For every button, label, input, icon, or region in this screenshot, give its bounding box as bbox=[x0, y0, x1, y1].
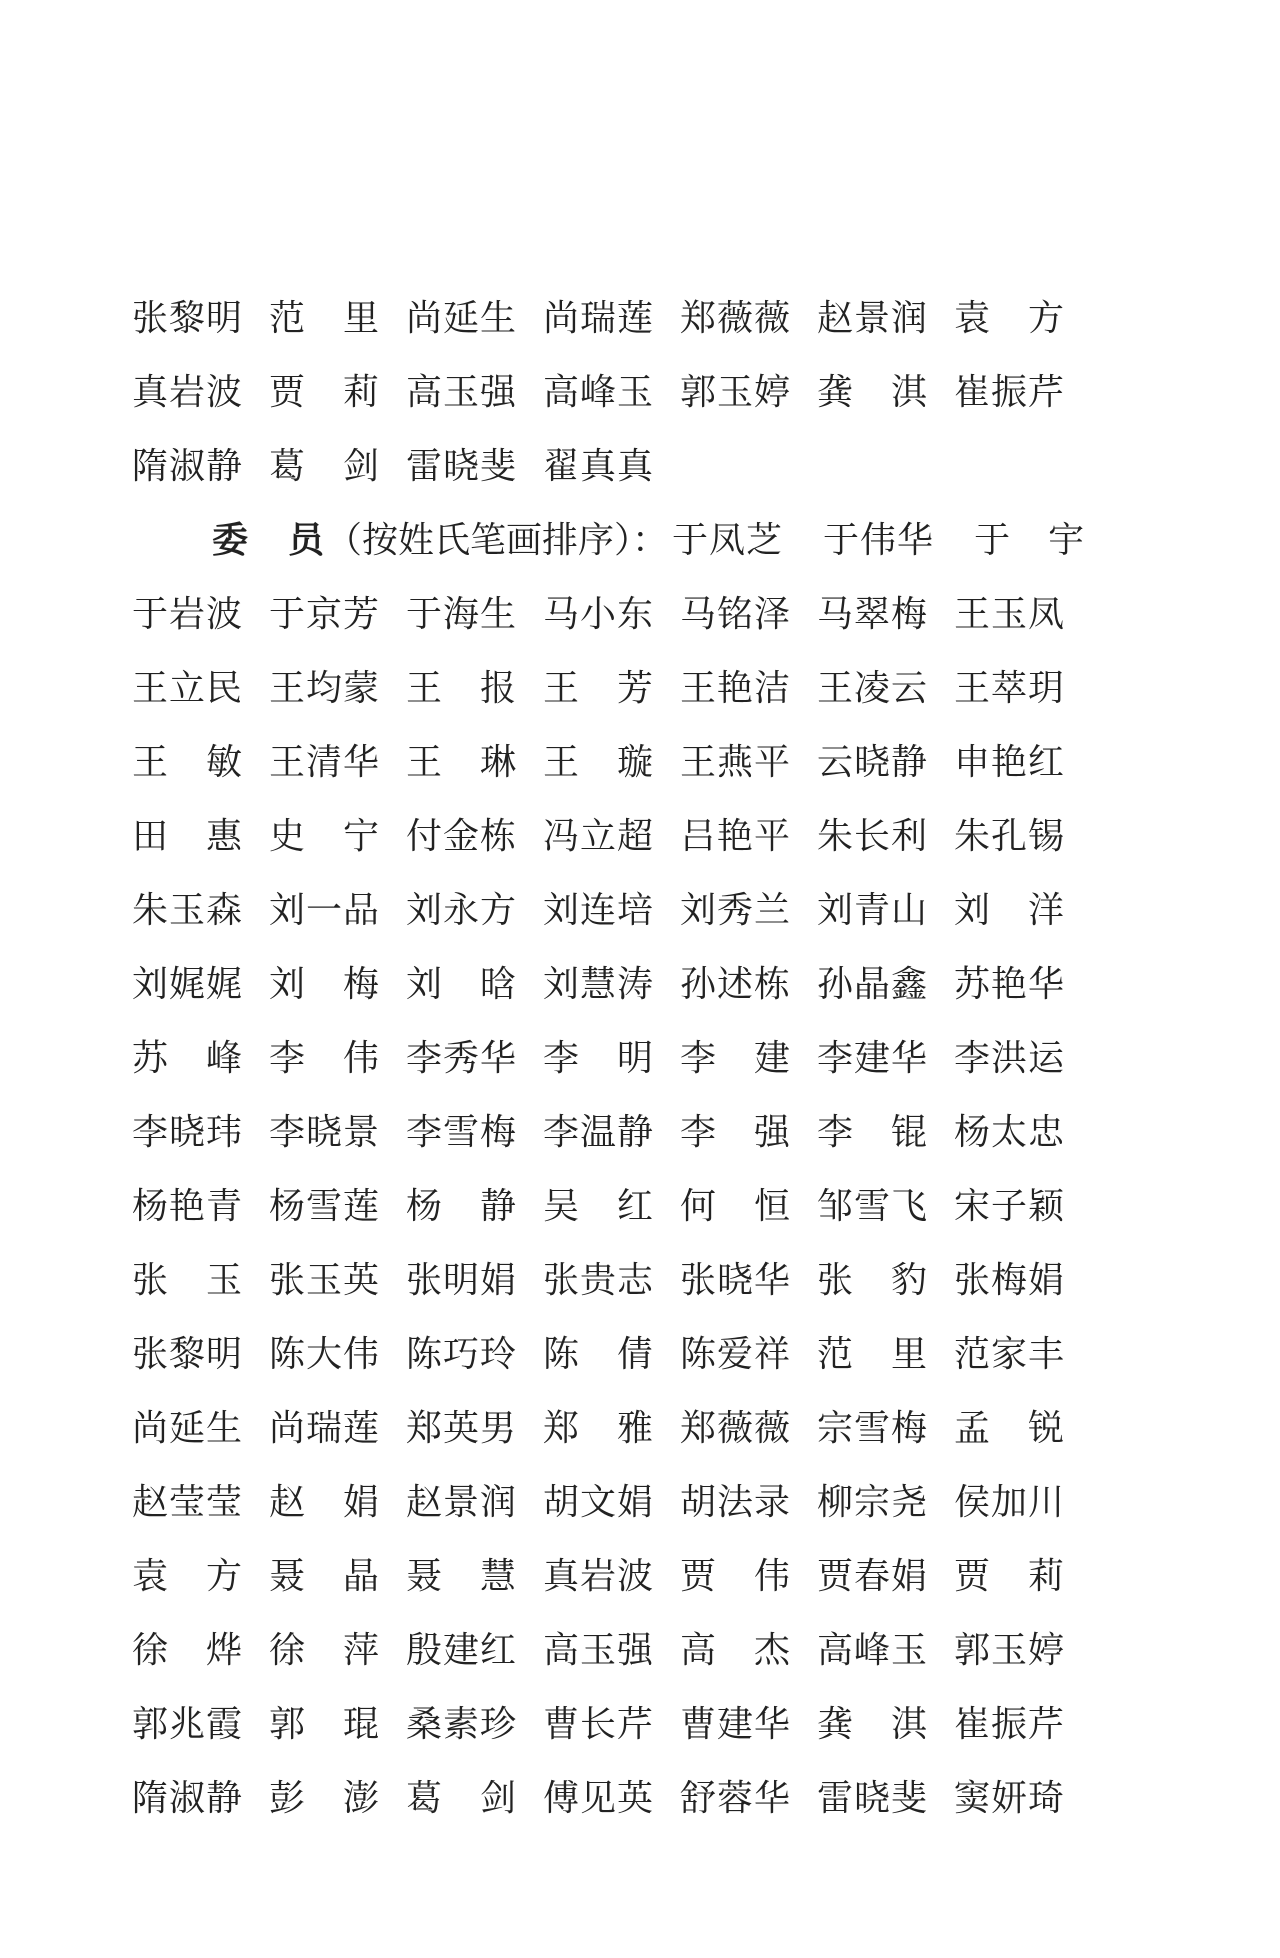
member-name: 郭 琨 bbox=[269, 1703, 381, 1745]
member-name: 崔振芹 bbox=[954, 371, 1066, 413]
member-name: 刘慧涛 bbox=[543, 963, 655, 1005]
member-name: 张黎明 bbox=[132, 1333, 244, 1375]
member-name: 朱玉森 bbox=[132, 889, 244, 931]
member-name: 付金栋 bbox=[406, 815, 518, 857]
name-row bbox=[132, 722, 1162, 796]
member-name: 张梅娟 bbox=[954, 1259, 1066, 1301]
member-name: 马小东 bbox=[543, 593, 655, 635]
member-name: 张贵志 bbox=[543, 1259, 655, 1301]
member-name: 贾 伟 bbox=[680, 1555, 792, 1597]
member-name: 真岩波 bbox=[543, 1555, 655, 1597]
member-name: 侯加川 bbox=[954, 1481, 1066, 1523]
member-name: 张 玉 bbox=[132, 1259, 244, 1301]
members-heading bbox=[132, 500, 1162, 574]
member-name: 袁 方 bbox=[954, 297, 1066, 339]
member-name: 杨太忠 bbox=[954, 1111, 1066, 1153]
member-name: 彭 澎 bbox=[269, 1777, 381, 1819]
member-name: 袁 方 bbox=[132, 1555, 244, 1597]
member-name: 郑英男 bbox=[406, 1407, 518, 1449]
member-name: 尚瑞莲 bbox=[269, 1407, 381, 1449]
member-name: 刘永方 bbox=[406, 889, 518, 931]
name-row bbox=[132, 944, 1162, 1018]
member-name: 申艳红 bbox=[954, 741, 1066, 783]
member-name: 王艳洁 bbox=[680, 667, 792, 709]
member-name: 田 惠 bbox=[132, 815, 244, 857]
member-name: 刘 梅 bbox=[269, 963, 381, 1005]
member-name: 苏 峰 bbox=[132, 1037, 244, 1079]
member-name: 陈爱祥 bbox=[680, 1333, 792, 1375]
name-row bbox=[132, 1092, 1162, 1166]
member-name: 王玉凤 bbox=[954, 593, 1066, 635]
member-name: 张玉英 bbox=[269, 1259, 381, 1301]
member-name: 窦妍琦 bbox=[954, 1777, 1066, 1819]
member-name: 马翠梅 bbox=[817, 593, 929, 635]
member-name: 范 里 bbox=[269, 297, 381, 339]
member-name: 胡法录 bbox=[680, 1481, 792, 1523]
member-name: 赵 娟 bbox=[269, 1481, 381, 1523]
name-row bbox=[132, 1462, 1162, 1536]
member-name: 郭兆霞 bbox=[132, 1703, 244, 1745]
member-name: 刘连培 bbox=[543, 889, 655, 931]
member-name: 史 宁 bbox=[269, 815, 381, 857]
member-name: 聂 慧 bbox=[406, 1555, 518, 1597]
member-name: 曹长芹 bbox=[543, 1703, 655, 1745]
member-name: 郭玉婷 bbox=[680, 371, 792, 413]
name-row bbox=[132, 426, 1162, 500]
member-name: 于凤芝 bbox=[672, 519, 784, 561]
name-row bbox=[132, 648, 1162, 722]
member-name: 李秀华 bbox=[406, 1037, 518, 1079]
member-name: 刘青山 bbox=[817, 889, 929, 931]
member-name: 王 琳 bbox=[406, 741, 518, 783]
member-name: 李温静 bbox=[543, 1111, 655, 1153]
member-name: 隋淑静 bbox=[132, 1777, 244, 1819]
member-name: 郑薇薇 bbox=[680, 1407, 792, 1449]
member-name: 王立民 bbox=[132, 667, 244, 709]
member-name: 孟 锐 bbox=[954, 1407, 1066, 1449]
name-row bbox=[132, 1758, 1162, 1832]
member-name: 于海生 bbox=[406, 593, 518, 635]
member-name: 雷晓斐 bbox=[817, 1777, 929, 1819]
member-name: 杨雪莲 bbox=[269, 1185, 381, 1227]
member-name: 王 报 bbox=[406, 667, 518, 709]
member-name: 曹建华 bbox=[680, 1703, 792, 1745]
member-name: 龚 淇 bbox=[817, 1703, 929, 1745]
member-name: 郭玉婷 bbox=[954, 1629, 1066, 1671]
member-name: 李建华 bbox=[817, 1037, 929, 1079]
member-name: 崔振芹 bbox=[954, 1703, 1066, 1745]
member-name: 于岩波 bbox=[132, 593, 244, 635]
member-name: 王萃玥 bbox=[954, 667, 1066, 709]
member-name: 马铭泽 bbox=[680, 593, 792, 635]
member-name: 张明娟 bbox=[406, 1259, 518, 1301]
member-name: 徐 烨 bbox=[132, 1629, 244, 1671]
member-name: 冯立超 bbox=[543, 815, 655, 857]
name-row bbox=[132, 352, 1162, 426]
member-name: 王清华 bbox=[269, 741, 381, 783]
member-name: 何 恒 bbox=[680, 1185, 792, 1227]
member-name: 桑素珍 bbox=[406, 1703, 518, 1745]
member-name: 李 强 bbox=[680, 1111, 792, 1153]
name-list bbox=[132, 278, 1162, 1832]
member-name: 柳宗尧 bbox=[817, 1481, 929, 1523]
member-name: 李 锟 bbox=[817, 1111, 929, 1153]
member-name: 王凌云 bbox=[817, 667, 929, 709]
member-name: 高玉强 bbox=[543, 1629, 655, 1671]
name-row bbox=[132, 870, 1162, 944]
member-name: 于京芳 bbox=[269, 593, 381, 635]
member-name: 胡文娟 bbox=[543, 1481, 655, 1523]
member-name: 刘秀兰 bbox=[680, 889, 792, 931]
name-row bbox=[132, 1166, 1162, 1240]
name-row bbox=[132, 1018, 1162, 1092]
member-name: 赵景润 bbox=[406, 1481, 518, 1523]
member-name: 贾春娟 bbox=[817, 1555, 929, 1597]
member-name: 尚延生 bbox=[132, 1407, 244, 1449]
member-name: 陈 倩 bbox=[543, 1333, 655, 1375]
member-name: 邹雪飞 bbox=[817, 1185, 929, 1227]
member-name: 傅见英 bbox=[543, 1777, 655, 1819]
member-name: 翟真真 bbox=[543, 445, 655, 487]
member-name: 于伟华 bbox=[823, 519, 935, 561]
name-row bbox=[132, 278, 1162, 352]
member-name: 聂 晶 bbox=[269, 1555, 381, 1597]
member-name: 杨 静 bbox=[406, 1185, 518, 1227]
member-name: 朱长利 bbox=[817, 815, 929, 857]
member-name: 刘 晗 bbox=[406, 963, 518, 1005]
member-name: 张 豹 bbox=[817, 1259, 929, 1301]
name-row bbox=[132, 1314, 1162, 1388]
member-name: 郑薇薇 bbox=[680, 297, 792, 339]
member-name: 王燕平 bbox=[680, 741, 792, 783]
member-name: 高峰玉 bbox=[543, 371, 655, 413]
member-name-rows bbox=[132, 574, 1162, 1832]
member-name: 王 璇 bbox=[543, 741, 655, 783]
member-name: 真岩波 bbox=[132, 371, 244, 413]
member-name: 葛 剑 bbox=[269, 445, 381, 487]
member-name: 宋子颖 bbox=[954, 1185, 1066, 1227]
member-name: 贾 莉 bbox=[954, 1555, 1066, 1597]
member-name: 张晓华 bbox=[680, 1259, 792, 1301]
member-name: 李 伟 bbox=[269, 1037, 381, 1079]
member-name: 高玉强 bbox=[406, 371, 518, 413]
member-name: 高 杰 bbox=[680, 1629, 792, 1671]
member-name: 陈大伟 bbox=[269, 1333, 381, 1375]
member-name: 刘 洋 bbox=[954, 889, 1066, 931]
top-name-rows bbox=[132, 278, 1162, 500]
member-name: 范 里 bbox=[817, 1333, 929, 1375]
member-name: 王 敏 bbox=[132, 741, 244, 783]
member-name: 李洪运 bbox=[954, 1037, 1066, 1079]
name-row bbox=[132, 1536, 1162, 1610]
name-row bbox=[132, 574, 1162, 648]
member-name: 尚瑞莲 bbox=[543, 297, 655, 339]
member-name: 宗雪梅 bbox=[817, 1407, 929, 1449]
member-name: 苏艳华 bbox=[954, 963, 1066, 1005]
member-name: 孙述栋 bbox=[680, 963, 792, 1005]
member-name: 尚延生 bbox=[406, 297, 518, 339]
member-name: 吴 红 bbox=[543, 1185, 655, 1227]
member-name: 李晓景 bbox=[269, 1111, 381, 1153]
member-name: 于 宇 bbox=[974, 519, 1086, 561]
member-name: 朱孔锡 bbox=[954, 815, 1066, 857]
member-name: 龚 淇 bbox=[817, 371, 929, 413]
member-name: 郑 雅 bbox=[543, 1407, 655, 1449]
name-row bbox=[132, 1610, 1162, 1684]
member-name: 刘娓娓 bbox=[132, 963, 244, 1005]
member-name: 吕艳平 bbox=[680, 815, 792, 857]
member-name: 贾 莉 bbox=[269, 371, 381, 413]
member-name: 高峰玉 bbox=[817, 1629, 929, 1671]
member-name: 王均蒙 bbox=[269, 667, 381, 709]
member-name: 张黎明 bbox=[132, 297, 244, 339]
members-order-note: （按姓氏笔画排序）： bbox=[326, 519, 669, 561]
member-name: 殷建红 bbox=[406, 1629, 518, 1671]
member-name: 李 建 bbox=[680, 1037, 792, 1079]
member-name: 雷晓斐 bbox=[406, 445, 518, 487]
member-name: 王 芳 bbox=[543, 667, 655, 709]
member-name: 徐 萍 bbox=[269, 1629, 381, 1671]
member-name: 李雪梅 bbox=[406, 1111, 518, 1153]
member-name: 赵景润 bbox=[817, 297, 929, 339]
member-name: 赵莹莹 bbox=[132, 1481, 244, 1523]
member-name: 葛 剑 bbox=[406, 1777, 518, 1819]
name-row bbox=[132, 1240, 1162, 1314]
member-name: 范家丰 bbox=[954, 1333, 1066, 1375]
member-name: 云晓静 bbox=[817, 741, 929, 783]
members-label: 委 员 bbox=[212, 518, 327, 561]
member-name: 孙晶鑫 bbox=[817, 963, 929, 1005]
member-name: 舒蓉华 bbox=[680, 1777, 792, 1819]
name-row bbox=[132, 1684, 1162, 1758]
member-name: 隋淑静 bbox=[132, 445, 244, 487]
member-name: 刘一品 bbox=[269, 889, 381, 931]
member-name: 李 明 bbox=[543, 1037, 655, 1079]
member-name: 李晓玮 bbox=[132, 1111, 244, 1153]
name-row bbox=[132, 796, 1162, 870]
member-name: 陈巧玲 bbox=[406, 1333, 518, 1375]
member-name: 杨艳青 bbox=[132, 1185, 244, 1227]
name-row bbox=[132, 1388, 1162, 1462]
